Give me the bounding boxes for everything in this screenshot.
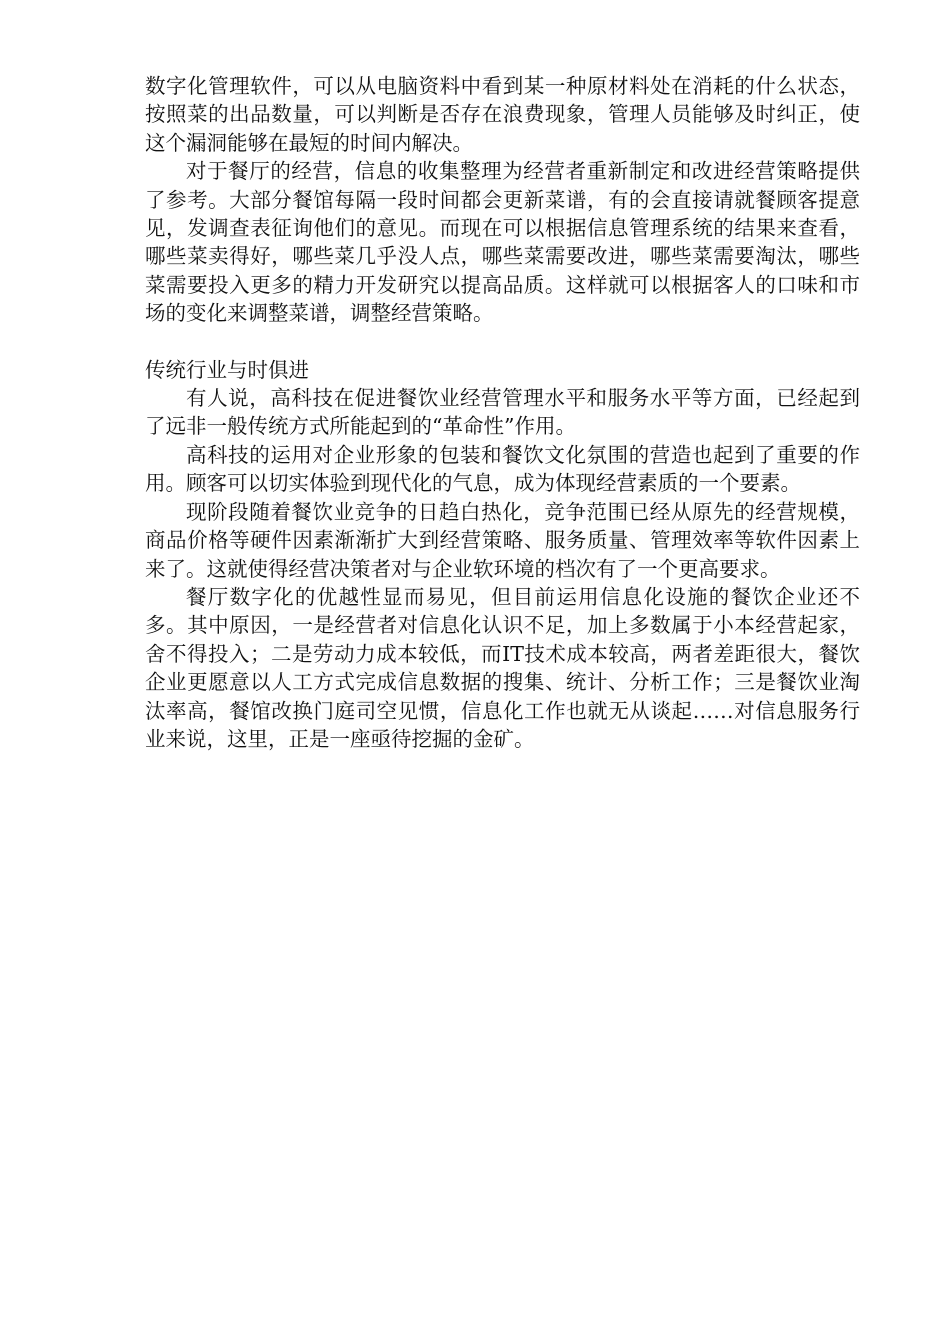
paragraph-corporate-image: 高科技的运用对企业形象的包装和餐饮文化氛围的营造也起到了重要的作用。顾客可以切实体验到现代化的气息，成为体现经营素质的一个要素。 <box>145 442 860 496</box>
paragraph-digitalization-reasons: 餐厅数字化的优越性显而易见，但目前运用信息化设施的餐饮企业还不多。其中原因，一是经营者对信息化认识不足，加上多数属于小本经营起家，舍不得投入；二是劳动力成本较低，而IT技术成本较高，两者差距很大，餐饮企业更愿意以人工方式完成信息数据的搜集、统计、分析工作；三是餐饮业淘汰率高，餐馆改换门庭司空见惯，信息化工作也就无从谈起……对信息服务行业来说，这里，正是一座亟待挖掘的金矿。 <box>145 584 860 751</box>
paragraph-digital-management: 数字化管理软件，可以从电脑资料中看到某一种原材料处在消耗的什么状态，按照菜的出品数量，可以判断是否存在浪费现象，管理人员能够及时纠正，使这个漏洞能够在最短的时间内解决。 <box>145 74 860 155</box>
section-heading: 传统行业与时俱进 <box>145 357 309 382</box>
paragraph-information-strategy: 对于餐厅的经营，信息的收集整理为经营者重新制定和改进经营策略提供了参考。大部分餐馆每隔一段时间都会更新菜谱，有的会直接请就餐顾客提意见，发调查表征询他们的意见。而现在可以根据信息管理系统的结果来查看，哪些菜卖得好，哪些菜几乎没人点，哪些菜需要改进，哪些菜需要淘汰，哪些菜需要投入更多的精力开发研究以提高品质。这样就可以根据客人的口味和市场的变化来调整菜谱，调整经营策略。 <box>145 159 860 326</box>
paragraph-competition: 现阶段随着餐饮业竞争的日趋白热化，竞争范围已经从原先的经营规模，商品价格等硬件因素渐渐扩大到经营策略、服务质量、管理效率等软件因素上来了。这就使得经营决策者对与企业软环境的档次有了一个更高要求。 <box>145 499 860 581</box>
document-page <box>145 72 860 753</box>
paragraph-revolutionary-role: 有人说，高科技在促进餐饮业经营管理水平和服务水平等方面，已经起到了远非一般传统方式所能起到的“革命性”作用。 <box>145 386 860 439</box>
